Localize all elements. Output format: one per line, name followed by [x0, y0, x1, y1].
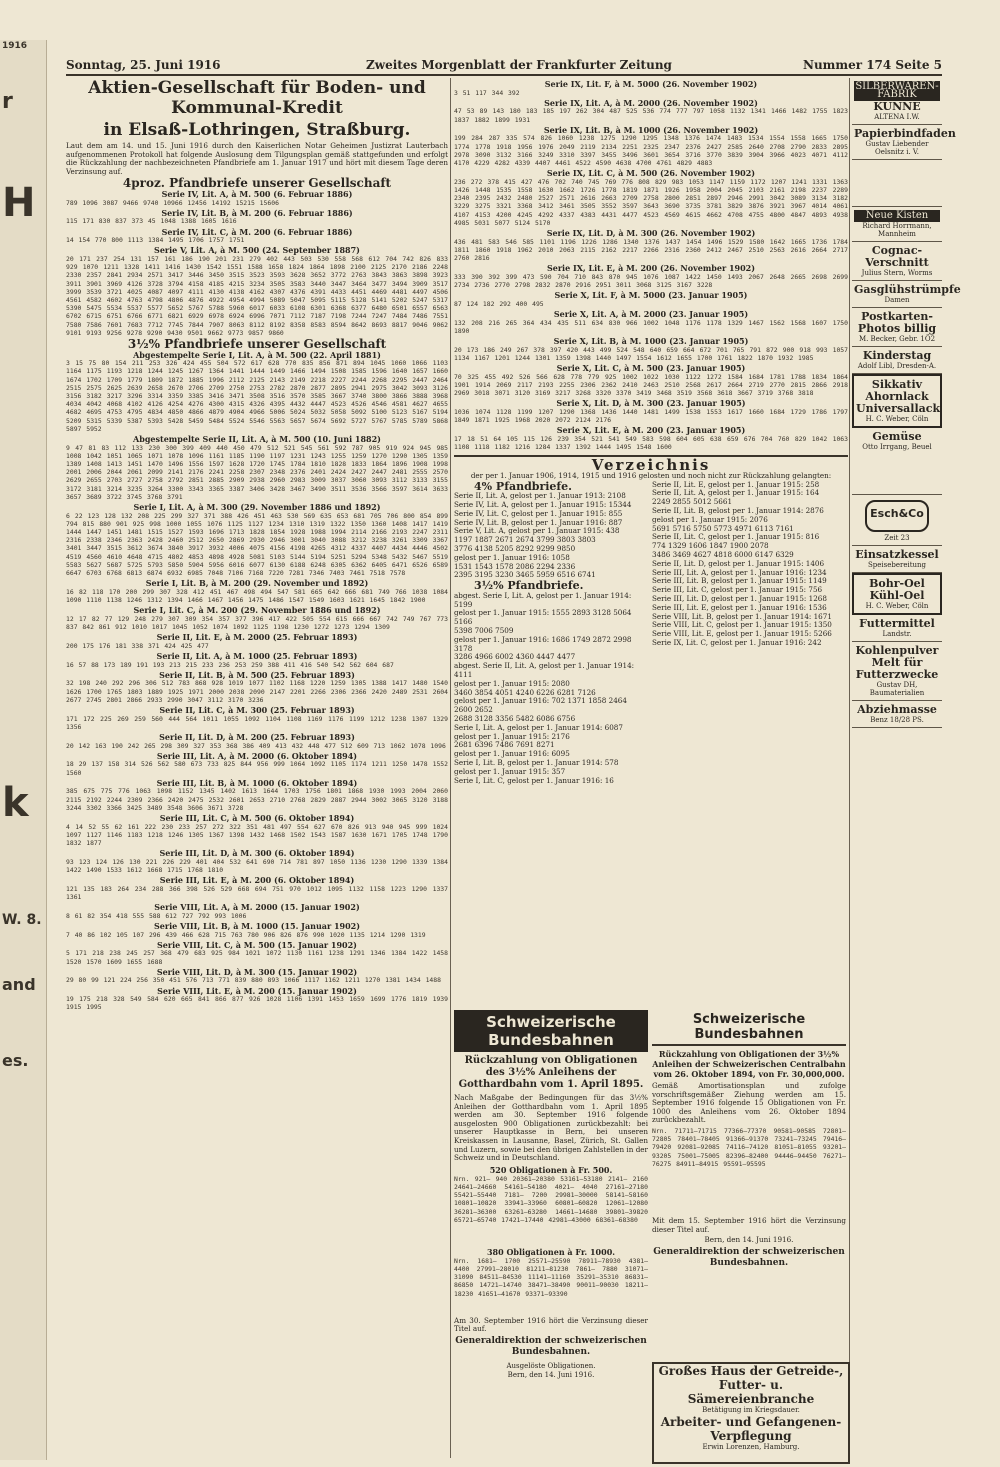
ad-text: Gustav DH, Baumaterialien [869, 681, 925, 697]
sbb-body: Gemäß Amortisationsplan und zufolge vorschriftsgemäßer Ziehung werden am 15. September 1916 folgende 15 Obligationen von Fr. 1000 des Anleihens vom 26. Oktober 1894 zurückbezahlt. [652, 1081, 846, 1125]
series-heading: Serie VIII, Lit. B, à M. 1000 (15. Januar 1902) [153, 921, 361, 932]
strip-text: es. [2, 1051, 29, 1070]
vz-line: 1531 1543 1578 2086 2294 2336 [454, 561, 576, 571]
series-heading: Abgestempelte Serie II, Lit. A, à M. 500 (10. Juni 1882) [133, 434, 381, 444]
vz-line: Serie IV, Lit. C, gelost per 1. Januar 1915: 855 [454, 508, 623, 518]
ad-title: Großes Haus der Getreide-, Futter- u. Sämereienbranche [658, 1364, 844, 1406]
vz-line: gelost per 1. Januar 1916: 6095 [454, 749, 570, 759]
number-list: 47 53 89 143 180 183 185 197 262 304 487 525 536 774 777 797 1058 1132 1341 1466 1482 1755 1823 1837 1882 1899 1931 [454, 107, 848, 124]
series-heading: Serie III, Lit. C, à M. 500 (6. Oktober 1894) [159, 813, 355, 824]
series-heading: Serie IV, Lit. A, à M. 500 (6. Februar 1886) [161, 188, 353, 199]
series-heading: Serie VIII, Lit. C, à M. 500 (15. Januar 1902) [157, 939, 357, 950]
ad-kisten [852, 207, 942, 242]
series-heading: Serie X, Lit. C, à M. 500 (23. Januar 1905) [556, 363, 746, 374]
vz-line: Serie III, Lit. B, gelost per 1. Januar 1915: 1149 [652, 576, 827, 586]
ad-head: Bohr-Oel Kühl-Oel [869, 577, 925, 602]
esch-logo: Esch&Co [865, 500, 929, 532]
verzeichnis-title: Verzeichnis [591, 456, 711, 475]
ad-head: Gemüse [872, 430, 922, 443]
number-list: 171 172 225 269 259 560 444 564 1011 1055 1092 1104 1108 1169 1176 1199 1212 1238 1307 1329 1356 [66, 714, 448, 731]
strip-text: k [2, 780, 29, 826]
ad-title: Arbeiter- und Gefangenen-Verpflegung [660, 1415, 842, 1443]
series-heading: Serie X, Lit. F, à M. 5000 (23. Januar 1905) [554, 290, 748, 301]
number-list: 3 51 117 344 392 [454, 88, 520, 97]
series-heading: Serie III, Lit. E, à M. 200 (6. Oktober 1894) [159, 875, 355, 886]
number-list: 236 272 378 415 427 476 702 740 745 769 776 808 829 983 1053 1147 1159 1172 1207 1241 1331 1363 1426 1448 1535 1558 1630 1662 1726 1778 1819 1871 1926 1958 2004 2045 2103 2161 2198 2237 2289 2340 2395 2432 2480 2527 2571 2616 2663 2709 2758 2800 2851 2897 2946 2991 3042 3089 3134 3182 3229 3275 3321 3368 3412 3461 3505 3552 3597 3643 3690 3735 3781 3829 3876 3921 3967 4014 4061 4107 4153 4200 4245 4292 4337 4383 4431 4477 4523 4569 4615 4662 4708 4755 4800 4847 4893 4938 4985 5031 5077 5124 5170 [454, 177, 848, 227]
series-heading: Serie III, Lit. D, à M. 300 (6. Oktober 1894) [159, 848, 355, 859]
vz-line: 1197 1887 2671 2674 3799 3803 3803 [454, 535, 596, 545]
number-list: 16 57 88 173 189 191 193 213 215 233 236 253 259 388 411 416 540 542 562 604 687 [66, 660, 394, 669]
sbb-banner: Schweizerische Bundesbahnen [652, 1010, 846, 1046]
series-heading: Serie IV, Lit. B, à M. 200 (6. Februar 1886) [161, 207, 353, 218]
vz-line: Serie VIII, Lit. E, gelost per 1. Januar 1915: 5266 [652, 629, 832, 639]
number-list: 5 171 218 238 245 257 368 479 683 925 984 1021 1072 1130 1161 1238 1291 1346 1384 1422 1458 1520 1570 1609 1655 1688 [66, 949, 448, 966]
ad-name: KÜNNE [873, 100, 921, 113]
vz-line: Serie II, Lit. D, gelost per 1. Januar 1915: 1406 [652, 558, 825, 568]
ad-head: Abziehmasse [857, 703, 937, 716]
ad-text: Landstr. [882, 630, 912, 638]
ad-head: Neue Kisten [854, 210, 940, 222]
series-heading: Serie X, Lit. E, à M. 200 (23. Januar 1905) [556, 425, 746, 436]
vz-line: abgest. Serie I, Lit. A, gelost per 1. Januar 1914: 5199 [454, 590, 632, 609]
number-list: 93 123 124 126 130 221 226 229 401 404 532 641 690 714 781 897 1050 1136 1230 1290 1339 1384 1422 1490 1533 1612 1668 1715 1768 1810 [66, 857, 448, 875]
ad-futtermittel [852, 615, 942, 642]
series-heading: Serie IX, Lit. A, à M. 2000 (26. November 1902) [544, 97, 758, 108]
ad-text: Richard Horrmann, Mannheim [862, 222, 932, 238]
ad-head: Gasglühstrümpfe [854, 283, 961, 296]
number-list: 12 17 82 77 129 248 279 307 309 354 357 377 396 417 422 505 554 615 666 667 742 749 767 773 837 842 861 912 1010 1017 1045 1052 1074 1092 1125 1198 1230 1272 1273 1294 1309 [66, 614, 448, 632]
ad-text: ALTENA I.W. [874, 113, 920, 121]
strip-text: H [2, 180, 36, 226]
series-heading: Serie II, Lit. B, à M. 500 (25. Februar 1893) [159, 669, 355, 680]
vz-line: 3460 3854 4051 4240 6226 6281 7126 [454, 687, 596, 697]
number-list: 121 135 183 264 234 288 366 398 526 529 668 694 751 970 1012 1095 1132 1158 1223 1290 1337 1361 [66, 884, 448, 902]
ad-silverware [852, 78, 942, 125]
number-list: 9 47 81 83 112 133 230 300 399 409 440 450 479 512 521 545 561 592 787 905 919 924 945 985 1008 1042 1051 1065 1071 1078 1096 1161 1185 1190 1197 1231 1243 1255 1259 1270 1290 1305 1359 1389 1408 1413 1451 1470 1496 1556 1597 1628 1720 1745 1784 1810 1828 1833 1864 1896 1908 1998 2001 2006 2044 2061 2099 2141 2176 2241 2258 2307 2348 2376 2401 2424 2427 2447 2481 2555 2570 2629 2655 2703 2727 2758 2792 2851 2885 2909 2938 2960 2983 3009 3037 3060 3093 3112 3133 3155 3172 3181 3214 3235 3264 3300 3343 3365 3387 3406 3428 3467 3490 3511 3536 3566 3597 3614 3633 3657 3689 3722 3745 3768 3791 [66, 443, 448, 501]
series-heading: Serie III, Lit. B, à M. 1000 (6. Oktober 1894) [156, 777, 358, 788]
number-list: 200 175 176 181 338 371 424 425 477 [66, 641, 209, 650]
number-list: 333 390 392 399 473 590 704 710 843 870 945 1076 1087 1422 1450 1493 2067 2648 2665 2698 2699 2734 2736 2770 2798 2832 2870 2916 2951 3011 3068 3125 3167 3228 [454, 272, 848, 290]
ad-line: Betätigung im Kriegsdauer. [702, 1406, 800, 1414]
grain-trade-ad [652, 1362, 850, 1464]
vz-line: Serie VIII, Lit. B, gelost per 1. Januar 1914: 1671 [652, 611, 832, 621]
sbb-number-list: Nrn. 921— 940 20361—20380 53161—53180 2141— 2160 24641—24660 54161—54180 4021— 4040 27161—27180 55421—55440 7181— 7200 29981—30000 58141—58160 10801—10820 33941—33960 60801—60820 12061—12080 36281—36300 63261—63280 14661—14680 39801—39820 65721—65740 17421—17440 42981—43000 68361—68380 [454, 1174, 648, 1224]
series-heading: Serie IX, Lit. D, à M. 300 (26. November 1902) [546, 228, 756, 239]
lottery-column-2 [454, 78, 848, 1003]
ad-abziehmasse [852, 701, 942, 728]
vz-line: Serie I, Lit. A, gelost per 1. Januar 1914: 6087 [454, 722, 623, 732]
number-list: 385 675 775 776 1063 1098 1152 1345 1402 1613 1644 1703 1756 1801 1868 1930 1993 2004 2060 2115 2192 2244 2309 2366 2420 2475 2532 2601 2653 2710 2768 2829 2887 2944 3002 3065 3120 3188 3244 3302 3366 3425 3489 3548 3606 3671 3728 [66, 787, 448, 812]
vz-line: Serie II, Lit. A, gelost per 1. Januar 1913: 2108 [454, 491, 626, 501]
strip-text: 1916 [2, 41, 28, 51]
vz-line: gelost per 1. Januar 1916: 702 1371 1858 2464 2600 2652 [454, 696, 627, 715]
sbb-tail: Mit dem 15. September 1916 hört die Verzinsung dieser Titel auf. [652, 1215, 846, 1234]
number-list: 32 198 240 292 296 306 512 783 868 928 1019 1077 1102 1168 1220 1259 1305 1388 1417 1480 1540 1626 1700 1765 1803 1889 1925 1971 2000 2038 2090 2147 2201 2266 2306 2366 2420 2489 2531 2604 2677 2745 2801 2866 2933 2990 3047 3112 3170 3236 [66, 679, 448, 704]
ad-head: Sikkativ Ahornlack Universallack [856, 378, 941, 415]
series-heading: Serie V, Lit. A, à M. 500 (24. September 1887) [154, 245, 360, 256]
ad-kinderstag [852, 347, 942, 374]
number-list: 19 175 218 328 549 584 620 665 841 866 877 926 1028 1106 1391 1453 1659 1699 1776 1819 1939 1915 1995 [66, 995, 448, 1012]
ad-gemuese [852, 428, 942, 495]
strip-text: W. 8. [2, 912, 42, 928]
number-list: 132 208 216 265 364 434 435 511 634 830 966 1002 1048 1176 1178 1329 1467 1562 1568 1607 1750 1890 [454, 318, 848, 335]
vz-line: 5398 7006 7509 [454, 625, 514, 635]
column-rule [849, 78, 850, 1458]
number-list: 199 284 287 335 574 826 1060 1238 1275 1290 1295 1348 1376 1474 1483 1534 1554 1558 1665 1750 1774 1778 1918 1956 1976 2049 2119 2134 2251 2325 2347 2376 2427 2585 2640 2708 2790 2833 2895 2978 3090 3132 3166 3249 3310 3397 3455 3496 3601 3654 3716 3770 3839 3904 3966 4023 4071 4112 4170 4229 4282 4339 4407 4461 4522 4590 4638 4700 4761 4829 4883 [454, 134, 848, 167]
company-subtitle: in Elsaß-Lothringen, Straßburg. [103, 120, 411, 140]
bottom-line: Bern, den 14. Juni 1916. [507, 1371, 595, 1379]
ad-text: Julius Stern, Worms [861, 269, 933, 277]
number-list: 20 142 163 190 242 265 298 309 327 353 368 386 409 413 432 448 477 512 609 713 1062 1078 1096 [66, 741, 446, 750]
series-heading: Serie II, Lit. C, à M. 300 (25. Februar 1893) [159, 705, 355, 716]
vz-line: 3486 3469 4627 4818 6000 6147 6329 [652, 549, 794, 559]
ad-head: Papierbindfaden [854, 127, 956, 140]
strip-text: and [2, 975, 36, 994]
vz-line: Serie I, Lit. C, gelost per 1. Januar 1916: 16 [454, 775, 614, 785]
lottery-column-1 [66, 78, 448, 1458]
vz-line: gelost per 1. Januar 1915: 2176 [454, 731, 570, 741]
strip-text: r [2, 89, 13, 114]
intro-text: Laut dem am 14. und 15. Juni 1916 durch den Kaiserlichen Notar Geheimen Justizrat Lauterbach aufgenommenen Protokoll hat folgende Auslosung dem Tilgungsplan gemäß stattgefunden und erfolgt die Rückzahlung der nachbezeichneten Pfandbriefe am 1. Januar 1917 und hört mit diesem Tage deren Verzinsung auf. [66, 141, 448, 176]
number-list: 17 18 51 64 105 115 126 239 354 521 541 549 583 598 604 605 638 659 676 704 760 829 1042 1063 1108 1118 1182 1216 1284 1337 1392 1444 1495 1548 1600 [454, 434, 848, 452]
sbb-notice-centralbahn [652, 1010, 846, 1360]
series-heading: Abgestempelte Serie I, Lit. A, à M. 500 (22. April 1881) [133, 349, 381, 360]
ad-gas-mantles [852, 281, 961, 308]
vz-line: gelost per 1. Januar 1915: 2076 [652, 514, 768, 524]
vz-line: Serie IX, Lit. C, gelost per 1. Januar 1916: 242 [652, 637, 822, 647]
number-list: 789 1096 3087 9466 9740 10966 12456 14192 15215 15606 [66, 198, 279, 207]
number-list: 70 325 455 492 526 566 628 778 779 925 1002 1022 1030 1122 1272 1584 1684 1781 1788 1834 1864 1901 1914 2069 2117 2193 2255 2306 2362 2410 2463 2510 2568 2617 2664 2719 2770 2815 2866 2918 2969 3018 3071 3120 3169 3217 3268 3320 3370 3419 3468 3519 3568 3618 3667 3719 3768 3818 [454, 372, 848, 398]
vz-line: Serie II, Lit. C, gelost per 1. Januar 1915: 816 [652, 532, 820, 542]
series-heading: Serie IX, Lit. F, à M. 5000 (26. November 1902) [544, 79, 758, 89]
number-list: 1036 1074 1128 1199 1207 1290 1368 1436 1440 1481 1499 1538 1553 1617 1660 1684 1729 1786 1797 1849 1871 1925 1968 2020 2072 2124 2176 [454, 407, 848, 425]
vz-line: 2249 2855 5012 5661 [652, 497, 733, 507]
header-title: Zweites Morgenblatt der Frankfurter Zeitung [366, 58, 672, 72]
vz-line: 2688 3128 3356 5482 6086 6756 [454, 713, 576, 723]
number-list: 6 22 123 128 132 208 225 299 327 371 388 426 451 463 530 569 635 653 681 705 706 800 854 899 794 815 880 901 925 998 1000 1055 1076 1125 1127 1234 1310 1319 1322 1350 1360 1408 1417 1419 1444 1447 1451 1481 1515 1527 1593 1696 1713 1828 1854 1928 1988 1994 2114 2166 2193 2247 2311 2316 2338 2346 2363 2428 2460 2512 2650 2869 2930 2946 3001 3040 3088 3212 3238 3261 3309 3367 3401 3447 3515 3612 3674 3840 3917 3932 4006 4075 4156 4198 4265 4312 4337 4407 4434 4446 4502 4519 4560 4610 4648 4715 4802 4853 4898 4928 5081 5103 5144 5194 5251 5294 5348 5432 5467 5519 5583 5627 5687 5725 5793 5850 5904 5956 6016 6077 6130 6188 6248 6305 6362 6405 6471 6526 6589 6647 6703 6768 6813 6874 6932 6985 7048 7106 7168 7220 7281 7346 7403 7461 7518 7578 [66, 511, 448, 578]
number-list: 8 61 82 354 418 555 588 612 727 792 993 1006 [66, 911, 247, 920]
ad-head: Kohlenpulver Melt für Futterzwecke [855, 644, 939, 681]
sbb-bottom [454, 1362, 648, 1460]
ad-photos [852, 308, 942, 347]
sbb-number-list: Nrn. 1681— 1700 25571—25590 78911—78930 4381— 4400 27991—28010 81211—81230 7861— 7880 31071—31090 84511—84530 11141—11160 35291—35310 86831—86850 14721—14740 38471—38490 90011—90030 18211—18230 41651—41670 93371—93390 [454, 1256, 648, 1298]
vz-line: Serie III, Lit. A, gelost per 1. Januar 1916: 1234 [652, 567, 827, 577]
ad-head: Futtermittel [859, 617, 935, 630]
ad-text: Adolf Libl, Dresden-A. [857, 362, 937, 370]
number-list: 29 80 99 121 224 256 350 451 576 713 771 839 880 893 1066 1117 1162 1211 1270 1381 1434 1488 [66, 976, 441, 985]
series-heading: Serie III, Lit. A, à M. 2000 (6. Oktober 1894) [156, 750, 358, 761]
company-title: Aktien-Gesellschaft für Boden- und Kommunal-Kredit [88, 78, 426, 118]
vz-line: Serie IV, Lit. B, gelost per 1. Januar 1916: 887 [454, 517, 623, 527]
series-heading: Serie I, Lit. A, à M. 300 (29. November 1886 und 1892) [133, 502, 381, 513]
vz-line: 5691 5716 5750 5773 4971 6113 7161 [652, 523, 794, 533]
section-heading: 3½% Pfandbriefe unserer Gesellschaft [127, 336, 387, 351]
ad-einsatzkessel [852, 546, 942, 573]
series-heading: Serie VIII, Lit. E, à M. 200 (15. Januar 1902) [157, 985, 357, 996]
series-heading: Serie II, Lit. E, à M. 2000 (25. Februar 1893) [156, 632, 358, 643]
ad-cognac [852, 242, 942, 281]
sbb-subheading: 520 Obligationen à Fr. 500. [489, 1164, 613, 1175]
vz-line: Serie III, Lit. C, gelost per 1. Januar 1915: 756 [652, 585, 823, 595]
vz-line: 2395 3195 3230 3465 5959 6516 6741 [454, 570, 596, 580]
series-heading: Serie VIII, Lit. D, à M. 300 (15. Januar 1902) [156, 966, 358, 977]
series-heading: Serie X, Lit. A, à M. 2000 (23. Januar 1905) [553, 309, 749, 320]
ad-papierbindfaden [852, 125, 956, 160]
verzeichnis-right [652, 481, 846, 786]
vz-line: 774 1329 1606 1847 1900 2078 [652, 541, 769, 551]
ad-esch [852, 495, 942, 546]
vz-line: Serie III, Lit. D, gelost per 1. Januar 1915: 1268 [652, 593, 827, 603]
verzeichnis-body [454, 481, 848, 786]
sbb-body: Nach Maßgabe der Bedingungen für das 3½% Anleihen der Gotthardbahn vom 1. April 1895 werden am 30. September 1916 folgende ausgelosten 900 Obligationen zurückbezahlt: bei unserer Hauptkasse in Bern, bei unseren Kreiskassen in Lausanne, Basel, Zürich, St. Gallen und Luzern, sowie bei den übrigen Zahlstellen in der Schweiz und in Deutschland. [454, 1093, 648, 1163]
page-header [66, 58, 942, 76]
bottom-line: Ausgelöste Obligationen. [506, 1362, 596, 1370]
series-heading: Serie X, Lit. B, à M. 1000 (23. Januar 1905) [553, 336, 749, 347]
vz-line: 3776 4138 5205 8292 9299 9850 [454, 543, 576, 553]
sbb-notice-gotthard [454, 1010, 648, 1360]
ad-text: Otto Irrgang, Beuel [862, 443, 932, 451]
sbb-signature: Generaldirektion der schweizerischen Bundesbahnen. [455, 1335, 647, 1357]
ad-text: Zeit 23 [884, 534, 910, 542]
sbb-banner: Schweizerische Bundesbahnen [454, 1010, 648, 1052]
series-heading: Serie IX, Lit. C, à M. 500 (26. November 1902) [546, 168, 756, 179]
number-list: 436 481 583 546 585 1101 1196 1226 1286 1340 1376 1437 1454 1496 1529 1580 1642 1665 1736 1784 1811 1860 1918 1962 2010 2063 2115 2162 2217 2266 2316 2360 2412 2467 2510 2563 2616 2664 2717 2760 2816 [454, 237, 848, 263]
ad-bohr-oel [852, 573, 942, 615]
ad-head: Kinderstag [862, 349, 932, 362]
series-heading: Serie II, Lit. A, à M. 1000 (25. Februar 1893) [156, 651, 358, 662]
verzeichnis-section: 3½% Pfandbriefe. [474, 579, 584, 593]
ad-signature: Erwin Lorenzen, Hamburg. [702, 1443, 800, 1451]
series-heading: Serie IX, Lit. B, à M. 1000 (26. November 1902) [543, 124, 759, 135]
section-heading: 4proz. Pfandbriefe unserer Gesellschaft [122, 176, 392, 191]
ad-sikkativ [852, 374, 942, 428]
number-list: 16 82 118 170 200 299 307 328 412 451 467 498 494 547 581 665 642 666 681 749 766 1038 1084 1090 1110 1138 1246 1312 1394 1466 1467 1456 1475 1486 1547 1549 1603 1621 1645 1842 1900 [66, 587, 448, 605]
sbb-title: Rückzahlung von Obligationen des 3½% Anleihens der Gotthardbahn vom 1. April 1895. [458, 1055, 644, 1090]
series-heading: Serie IX, Lit. E, à M. 200 (26. November 1902) [546, 263, 756, 274]
header-page-number: Nummer 174 Seite 5 [802, 58, 942, 72]
vz-line: Serie VIII, Lit. C, gelost per 1. Januar 1915: 1350 [652, 620, 832, 630]
sbb-number-list: Nrn. 71711—71715 77366—77370 90581—90585 72801—72805 78401—78405 91366—91370 73241—73245 79416—79420 92081—92085 74116—74120 81051—81055 93201—93205 75001—75005 82396—82400 94446—94450 76271—76275 84911—84915 95591—95595 [652, 1126, 846, 1168]
vz-line: Serie II, Lit. A, gelost per 1. Januar 1915: 164 [652, 488, 820, 498]
ad-text: Damen [884, 296, 910, 304]
vz-line: Serie II, Lit. E, gelost per 1. Januar 1915: 258 [652, 479, 820, 489]
vz-line: gelost per 1. Januar 1916: 1058 [454, 552, 570, 562]
number-list: 20 173 186 249 267 378 397 420 443 499 524 548 640 659 664 672 701 765 791 872 900 918 993 1057 1134 1167 1201 1244 1301 1359 1398 1440 1497 1554 1612 1655 1700 1761 1822 1870 1932 1985 [454, 345, 848, 362]
ad-kohlenpulver [852, 642, 942, 701]
ad-misc [852, 160, 942, 207]
ad-text: H. C. Weber, Cöln [865, 415, 929, 423]
ad-text: Benz 18/28 PS. [870, 716, 924, 724]
ad-text: H. C. Weber, Cöln [865, 602, 929, 610]
ad-head: Postkarten-Photos billig [857, 310, 937, 335]
sbb-title: Rückzahlung von Obligationen der 3½% Anleihen der Schweizerischen Centralbahn vom 26. Oktober 1894, von Fr. 30,000,000. [652, 1049, 846, 1079]
header-date: Sonntag, 25. Juni 1916 [66, 58, 221, 72]
vz-line: abgest. Serie II, Lit. A, gelost per 1. Januar 1914: 4111 [454, 661, 635, 679]
number-list: 20 171 237 254 131 157 161 186 190 201 231 279 402 443 503 530 558 568 612 704 742 826 833 929 1070 1211 1328 1411 1416 1430 1542 1551 1588 1658 1824 1864 1898 2100 2125 2170 2186 2248 2330 2357 2841 2934 2571 3417 3446 3450 3515 3523 3593 3628 3652 3772 2763 3843 3863 3898 3923 3911 3901 3969 4126 3728 3794 4158 4185 4215 3234 3505 3583 3440 3447 3464 3477 3494 3909 3517 3999 3539 3721 4025 4087 4097 4111 4130 4138 4162 4307 4376 4391 4433 4451 4469 4481 4497 4506 4561 4582 4602 4763 4798 4806 4876 4922 4954 4994 5089 5047 5095 5115 5128 5141 5202 5247 5317 5390 5475 5534 5537 5577 5652 5767 5788 5960 6017 6033 6108 6301 6368 6377 6480 6501 6557 6563 6702 6715 6751 6766 6771 6821 6929 6978 6924 6996 7071 7112 7187 7198 7244 7247 7484 7486 7551 7580 7586 7601 7683 7712 7745 7844 7907 8063 8112 8192 8358 8583 8594 8642 8693 8817 9046 9062 9101 9193 9256 9278 9290 9430 9501 9662 9773 9857 9860 [66, 254, 448, 337]
vz-line: Serie III, Lit. E, gelost per 1. Januar 1916: 1536 [652, 602, 827, 612]
number-list: 115 171 830 837 373 45 1048 1388 1605 1616 [66, 217, 237, 226]
series-heading: Serie I, Lit. B, à M. 200 (29. November und 1892) [145, 578, 369, 589]
verzeichnis-section: 4% Pfandbriefe. [474, 479, 572, 493]
ad-head: Cognac-Verschnitt [865, 244, 929, 269]
ad-text: Speisebereitung [867, 561, 927, 569]
sbb-date: Bern, den 14. Juni 1916. [704, 1235, 794, 1245]
vz-line: 2681 6396 7486 7691 8271 [454, 740, 555, 750]
sbb-subheading: 380 Obligationen à Fr. 1000. [486, 1246, 616, 1257]
vz-line: 3286 4966 6002 4360 4447 4477 [454, 652, 576, 662]
number-list: 14 154 770 800 1113 1384 1495 1706 1757 1751 [66, 236, 245, 245]
vz-line: Serie IV, Lit. A, gelost per 1. Januar 1915: 15344 [454, 500, 632, 509]
number-list: 4 14 52 55 62 161 222 230 233 257 272 322 351 481 497 554 627 670 826 913 940 945 999 1024 1097 1127 1146 1183 1218 1246 1305 1367 1398 1432 1468 1502 1543 1587 1630 1671 1705 1748 1790 1832 1877 [66, 822, 448, 848]
series-heading: Serie IV, Lit. C, à M. 200 (6. Februar 1886) [161, 226, 353, 237]
column-rule [450, 78, 451, 1458]
vz-line: Serie V, Lit. A, gelost per 1. Januar 1915: 438 [454, 526, 620, 536]
sbb-signature: Generaldirektion der schweizerischen Bundesbahnen. [653, 1246, 845, 1268]
sbb-tail: Am 30. September 1916 hört die Verzinsung dieser Titel auf. [454, 1315, 648, 1334]
advertisement-column [852, 78, 961, 1458]
vz-line: Serie I, Lit. B, gelost per 1. Januar 1914: 578 [454, 757, 619, 767]
series-heading: Serie X, Lit. D, à M. 300 (23. Januar 1905) [556, 398, 746, 409]
series-heading: Serie I, Lit. C, à M. 200 (29. November 1886 und 1892) [133, 605, 381, 616]
ad-text: M. Becker, Gebr. 1Ö2 [858, 335, 936, 343]
vz-line: gelost per 1. Januar 1916: 1686 1749 2872 2998 3178 [454, 634, 632, 653]
vz-line: gelost per 1. Januar 1915: 2080 [454, 678, 570, 688]
number-list: 18 29 137 158 314 526 562 580 673 733 825 844 956 999 1064 1092 1105 1174 1211 1250 1478 1552 1560 [66, 760, 448, 777]
verzeichnis-intro: der per 1. Januar 1906, 1914, 1915 und 1916 gelosten und noch nicht zur Rückzahlung gelangten: [470, 470, 832, 480]
ad-text: Gustav Liebender Oelsnitz i. V. [865, 140, 929, 156]
vz-line: gelost per 1. Januar 1915: 1555 2893 3128 5064 5166 [454, 608, 632, 627]
vz-line: Serie II, Lit. B, gelost per 1. Januar 1914: 2876 [652, 506, 824, 515]
vz-line: gelost per 1. Januar 1915: 357 [454, 766, 566, 776]
adjacent-page-strip [0, 40, 47, 1460]
ad-head: SILBERWAREN-FABRIK [855, 81, 939, 100]
number-list: 3 15 75 80 154 211 253 326 424 455 504 572 617 628 770 835 856 871 894 1045 1060 1066 1103 1164 1175 1193 1218 1244 1245 1267 1364 1441 1444 1449 1466 1494 1508 1585 1596 1640 1657 1660 1674 1702 1709 1779 1809 1872 1885 1996 2112 2125 2143 2149 2218 2227 2244 2268 2295 2447 2464 2515 2575 2625 2639 2658 2670 2706 2709 2750 2753 2782 2870 2877 2895 2941 2975 3042 3093 3126 3156 3182 3217 3296 3314 3359 3385 3416 3471 3508 3516 3570 3585 3667 3740 3800 3866 3888 3968 4034 4042 4068 4102 4126 4254 4276 4300 4315 4326 4395 4432 4447 4523 4526 4546 4581 4627 4655 4682 4695 4753 4795 4834 4850 4866 4879 4904 4966 5006 5024 5032 5058 5092 5100 5123 5167 5194 5209 5315 5339 5387 5393 5428 5459 5484 5524 5546 5563 5657 5674 5692 5727 5767 5785 5789 5868 5897 5952 [66, 359, 448, 433]
series-heading: Serie II, Lit. D, à M. 200 (25. Februar 1893) [159, 732, 355, 743]
number-list: 87 124 182 292 400 495 [454, 299, 544, 308]
number-list: 7 40 86 102 105 107 296 439 466 628 715 763 780 906 826 876 990 1020 1135 1214 1290 1319 [66, 930, 426, 939]
series-heading: Serie VIII, Lit. A, à M. 2000 (15. Januar 1902) [154, 902, 360, 913]
verzeichnis-left [454, 481, 646, 786]
ad-head: Einsatzkessel [855, 548, 939, 561]
